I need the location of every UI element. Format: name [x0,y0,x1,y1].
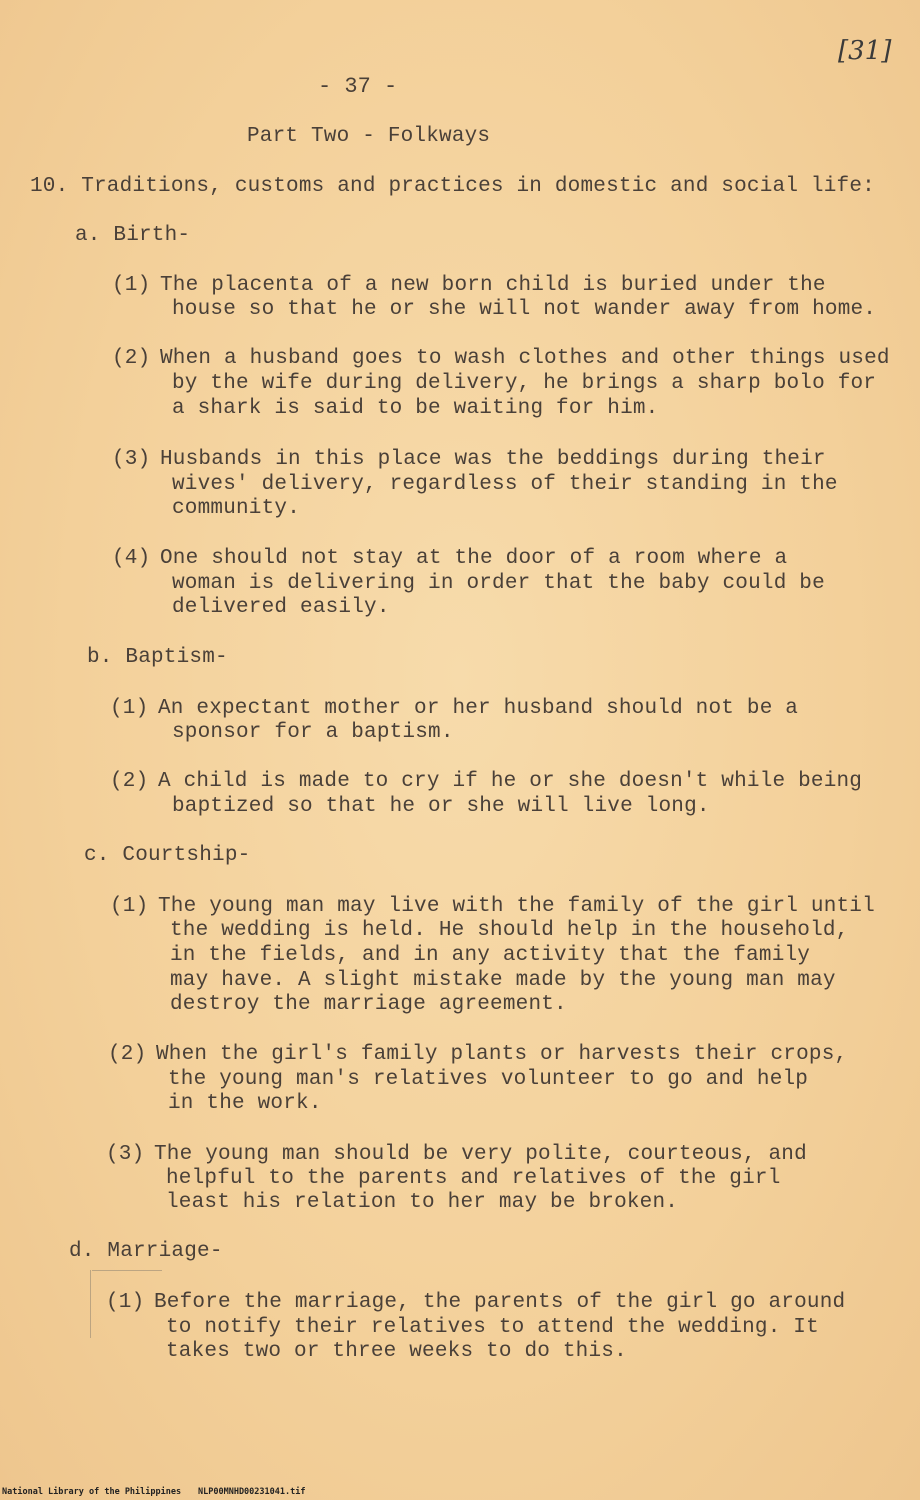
pencil-mark-vertical [90,1270,91,1338]
item-number: (2) [112,347,151,370]
item-line: wives' delivery, regardless of their standing in the [172,473,838,496]
item-line: destroy the marriage agreement. [170,993,567,1016]
item-line: Husbands in this place was the beddings during their [160,448,826,471]
item-line: delivered easily. [172,596,390,619]
subsection-heading-birth: a. Birth- [75,224,191,247]
item-line: The young man may live with the family of the girl until [158,895,875,918]
item-number: (3) [106,1143,145,1166]
item-line: sponsor for a baptism. [172,721,454,744]
item-line: woman is delivering in order that the baby could be [172,572,825,595]
item-line: least his relation to her may be broken. [166,1191,679,1214]
item-line: a shark is said to be waiting for him. [172,397,659,420]
item-line: A child is made to cry if he or she doesn't while being [158,770,863,793]
section-heading: 10. Traditions, customs and practices in domestic and social life: [30,175,875,198]
page-number: - 37 - [318,74,398,99]
item-line: When the girl's family plants or harvests their crops, [156,1043,848,1066]
item-line: The placenta of a new born child is buried under the [160,274,826,297]
item-number: (1) [110,895,149,918]
item-line: in the work. [168,1092,322,1115]
item-line: helpful to the parents and relatives of the girl [166,1167,781,1190]
item-number: (4) [112,547,151,570]
pencil-mark-horizontal [92,1270,162,1271]
item-number: (3) [112,448,151,471]
item-line: Before the marriage, the parents of the girl go around [154,1291,846,1314]
item-line: community. [172,497,301,520]
item-line: house so that he or she will not wander away from home. [172,298,877,321]
item-line: baptized so that he or she will live long. [172,795,710,818]
item-line: to notify their relatives to attend the wedding. It [166,1316,819,1339]
item-number: (2) [108,1043,147,1066]
footer-file-id: NLP00MNHD00231041.tif [198,1487,306,1497]
item-line: in the fields, and in any activity that the family [170,944,811,967]
part-title: Part Two - Folkways [247,125,491,148]
item-line: The young man should be very polite, courteous, and [154,1143,807,1166]
item-number: (1) [112,274,151,297]
item-line: takes two or three weeks to do this. [166,1340,627,1363]
item-number: (1) [106,1291,145,1314]
subsection-heading-marriage: d. Marriage- [69,1240,223,1263]
item-line: the wedding is held. He should help in the household, [170,919,849,942]
subsection-heading-baptism: b. Baptism- [87,646,228,669]
item-line: An expectant mother or her husband should not be a [158,697,799,720]
item-line: may have. A slight mistake made by the young man may [170,969,836,992]
item-number: (1) [110,697,149,720]
item-number: (2) [110,770,149,793]
subsection-heading-courtship: c. Courtship- [84,844,251,867]
item-line: When a husband goes to wash clothes and other things used [160,347,890,370]
footer-library-name: National Library of the Philippines [2,1487,182,1497]
item-line: the young man's relatives volunteer to go and help [168,1068,809,1091]
handwritten-page-mark: [31] [838,36,892,66]
item-line: One should not stay at the door of a room where a [160,547,788,570]
item-line: by the wife during delivery, he brings a sharp bolo for [172,372,877,395]
